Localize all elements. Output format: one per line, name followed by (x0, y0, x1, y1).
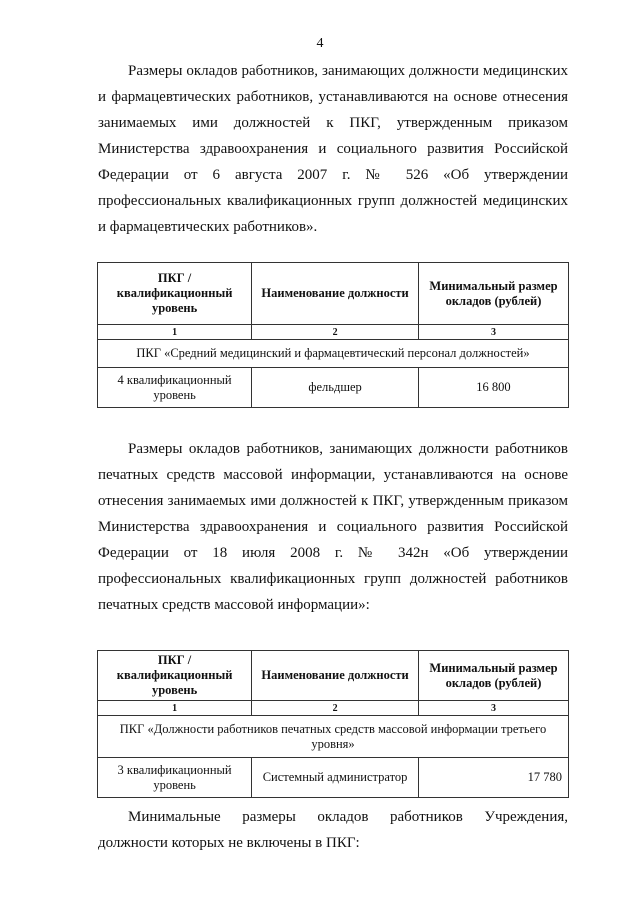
salary-value: 17 780 (418, 758, 568, 798)
page-number: 4 (316, 36, 324, 51)
paragraph-press: Размеры окладов работников, занимающих должности работников печатных средств массовой информации, устанавливаются на основе отнесения занимаемых ими должностей к ПКГ, утвержденным приказом Министерства здравоохранения и социального развития Российской Федерации от 18 июля 2008 г. № 342н «Об утверждении профессиональных квалификационных групп должностей работников печатных средств массовой информации»: (98, 441, 568, 613)
column-number: 3 (418, 701, 568, 716)
column-number: 3 (418, 325, 568, 340)
pkg-group-title: ПКГ «Должности работников печатных средств массовой информации третьего уровня» (98, 716, 569, 758)
column-number: 2 (252, 325, 419, 340)
pkg-group-title: ПКГ «Средний медицинский и фармацевтический персонал должностей» (98, 340, 569, 368)
position-name: фельдшер (252, 368, 419, 408)
salary-table-medical (97, 262, 569, 408)
header-position: Наименование должности (252, 651, 419, 701)
header-pkg-level: ПКГ / квалификационный уровень (98, 651, 252, 701)
qualification-level: 3 квалификационный уровень (98, 758, 252, 798)
qualification-level: 4 квалификационный уровень (98, 368, 252, 408)
paragraph-other: Минимальные размеры окладов работников Учреждения, должности которых не включены в ПКГ: (98, 809, 568, 851)
header-min-salary: Минимальный размер окладов (рублей) (418, 263, 568, 325)
column-number: 1 (98, 325, 252, 340)
position-name: Системный администратор (252, 758, 419, 798)
header-position: Наименование должности (252, 263, 419, 325)
header-min-salary: Минимальный размер окладов (рублей) (418, 651, 568, 701)
salary-table-press (97, 650, 569, 798)
column-number: 2 (252, 701, 419, 716)
paragraph-medical: Размеры окладов работников, занимающих должности медицинских и фармацевтических работников, устанавливаются на основе отнесения занимаемых ими должностей к ПКГ, утвержденным приказом Министерства здравоохранения и социального развития Российской Федерации от 6 августа 2007 г. № 526 «Об утверждении профессиональных квалификационных групп должностей медицинских и фармацевтических работников». (98, 63, 568, 235)
salary-value: 16 800 (418, 368, 568, 408)
column-number: 1 (98, 701, 252, 716)
header-pkg-level: ПКГ / квалификационный уровень (98, 263, 252, 325)
